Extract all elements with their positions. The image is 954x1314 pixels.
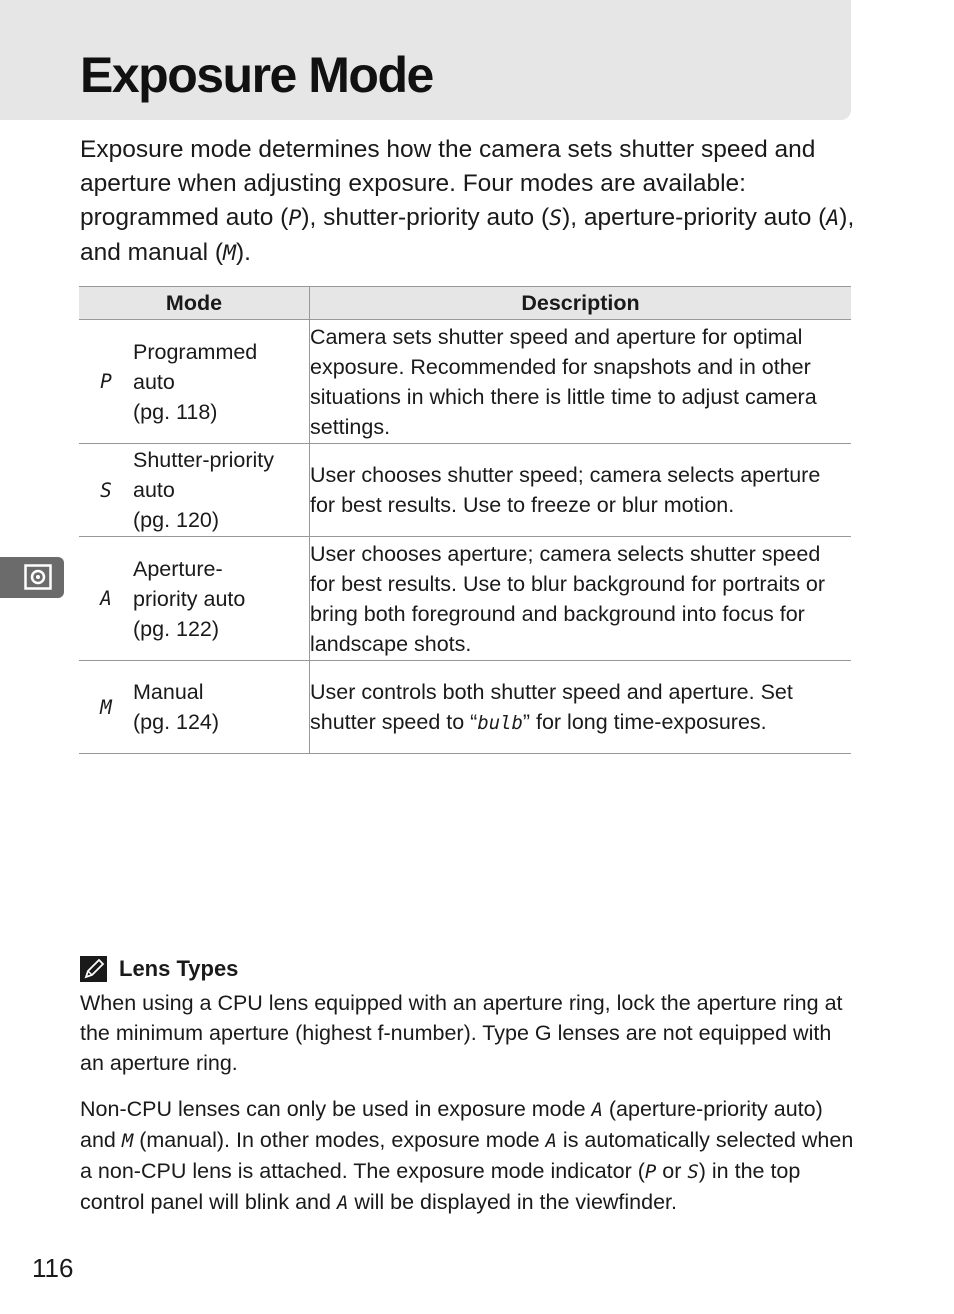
note-paragraph: When using a CPU lens equipped with an aperture ring, lock the aperture ring at the minimum aperture (highest f-number). Type G lenses are not equipped with an aperture ring. (80, 991, 843, 1075)
note-text: is automatically selected when a non-CPU lens is attached. The exposure mode indicator ( (80, 1128, 854, 1183)
column-header-mode: Mode (79, 287, 310, 320)
mode-name-cell (133, 444, 310, 537)
page-reference: (pg. 122) (133, 616, 220, 641)
mode-symbol-a: A (826, 206, 840, 231)
mode-symbol-a: A (100, 587, 112, 610)
pencil-icon (80, 956, 107, 982)
mode-symbol (79, 444, 133, 537)
page-title: Exposure Mode (80, 47, 433, 103)
mode-symbol (79, 537, 133, 661)
page-reference: (pg. 124) (133, 710, 220, 734)
table-header-row (79, 287, 851, 320)
note-text: ) in the top control panel will blink and (80, 1159, 801, 1214)
note-text: or (656, 1159, 688, 1183)
exposure-mode-table (79, 286, 851, 754)
mode-name: Programmed (133, 339, 258, 364)
mode-symbol-p: P (288, 206, 302, 231)
table-row (79, 444, 851, 537)
description-text: ” for long time-exposures. (522, 709, 767, 734)
table-row (79, 320, 851, 444)
mode-symbol (79, 320, 133, 444)
page-reference: (pg. 118) (133, 399, 218, 424)
mode-name: Aperture- (133, 556, 223, 581)
mode-name: Shutter-priority (133, 448, 274, 472)
note-text: will be displayed in the viewfinder. (348, 1190, 677, 1214)
intro-text: Exposure mode determines how the camera sets shutter speed and aperture when adjusting exposure. Four modes are available: programmed auto ( (80, 136, 816, 231)
mode-symbol-m: M (100, 695, 112, 719)
intro-text: ), shutter-priority auto ( (301, 204, 550, 231)
mode-symbol-s: S (100, 478, 112, 502)
note-text: (aperture-priority auto) and (80, 1097, 823, 1152)
mode-symbol-p: P (100, 370, 112, 393)
mode-symbol-p: P (644, 1161, 657, 1183)
mode-name: auto (133, 478, 175, 502)
intro-text: ), aperture-priority auto ( (562, 204, 827, 231)
intro-text: ). (236, 239, 251, 266)
table-row (79, 661, 851, 754)
mode-name-cell (133, 537, 310, 661)
lcd-bulb-text: bulb (477, 711, 523, 734)
exposure-mode-icon (24, 564, 52, 590)
mode-symbol-s: S (687, 1161, 699, 1183)
mode-symbol (79, 661, 133, 754)
intro-paragraph (80, 133, 855, 271)
mode-description: User chooses aperture; camera selects shutter speed for best results. Use to blur background for portraits or bring both foreground and background into focus for landscape shots. (310, 537, 852, 661)
note-text: Non-CPU lenses can only be used in exposure mode (80, 1097, 592, 1121)
mode-name-cell (133, 320, 310, 444)
mode-description: Camera sets shutter speed and aperture for optimal exposure. Recommended for snapshots and in other situations in which there is little time to adjust camera settings. (310, 320, 852, 444)
mode-description (310, 661, 852, 754)
section-tab (0, 557, 64, 598)
description-text: User controls both shutter speed and aperture. Set shutter speed to “ (310, 679, 793, 734)
page-number: 116 (32, 1253, 74, 1283)
mode-description: User chooses shutter speed; camera selects aperture for best results. Use to freeze or blur motion. (310, 444, 852, 537)
mode-name: priority auto (133, 586, 246, 611)
note-paragraph (80, 1094, 860, 1218)
intro-text: ), and manual ( (80, 204, 855, 266)
mode-symbol-a: A (336, 1192, 349, 1214)
note-heading-label: Lens Types (119, 956, 239, 981)
mode-symbol-m: M (223, 241, 236, 266)
mode-name-cell (133, 661, 310, 754)
mode-symbol-s: S (549, 206, 563, 231)
mode-name: auto (133, 369, 175, 394)
mode-symbol-m: M (121, 1130, 134, 1152)
table-row (79, 537, 851, 661)
column-header-description: Description (310, 287, 852, 320)
page-reference: (pg. 120) (133, 508, 220, 532)
mode-symbol-a: A (545, 1130, 557, 1152)
note-text: (manual). In other modes, exposure mode (133, 1128, 546, 1152)
note-heading (80, 954, 238, 984)
mode-name: Manual (133, 680, 204, 704)
mode-symbol-a: A (591, 1099, 603, 1121)
